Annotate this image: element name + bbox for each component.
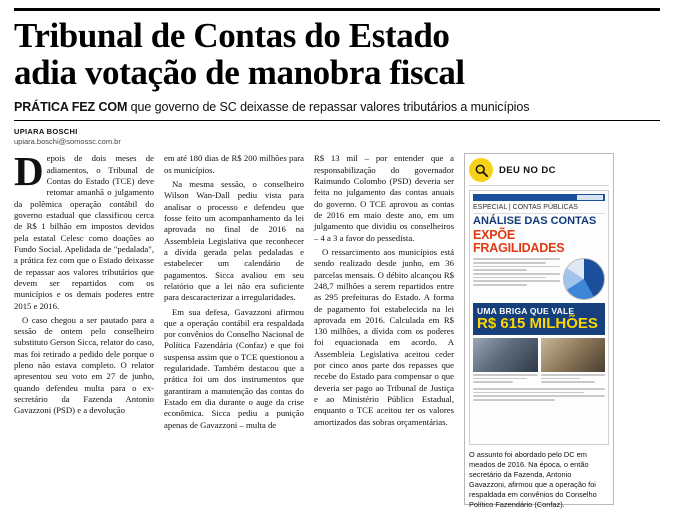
paragraph: O caso chegou a ser pautado para a sessão de ontem pelo conselheiro substituto Gerson Sicca, relator do caso, mas foi retirado a pedido dele porque o pleno não estava completo. O relator apresentou seu voto em 27 de junho, quando defendeu multa para o ex-secretário da Fazenda Antonio Gavazzoni (PSD) e a devolução [14, 314, 154, 416]
sidebar-caption: O assunto foi abordado pelo DC em meados de 2016. Na época, o então secretário da Fazenda, Antonio Gavazzoni, afirmou que a operação foi respaldada em convênios do Conselho Político Fazendário (Confaz). [469, 450, 597, 510]
headline-line-2: adia votação de manobra fiscal [14, 53, 465, 93]
sidebar-header [469, 158, 609, 186]
paragraph: Em sua defesa, Gavazzoni afirmou que a operação contábil era respaldada por convênios do Conselho Nacional de Política Fazendária (Confaz) e que foi suspensa assim que o TCE questionou a regularidade. Também destacou que a prática foi um dos instrumentos que garantiram a manutenção das contas do Estado em dia durante o auge da crise econômica. Sicca pediu a punição apenas de Gavazzoni – multa de [164, 306, 304, 430]
clipping-highlight-band [473, 303, 605, 335]
clipping-band-line-1: UMA BRIGA QUE VALE [477, 306, 575, 317]
clipping-headline-1: ANÁLISE DAS CONTAS [473, 215, 597, 228]
clipping-photo [473, 338, 538, 372]
article-columns [14, 148, 660, 510]
clipping-cell [473, 338, 538, 385]
newspaper-clipping-thumbnail [469, 190, 609, 445]
page-title [14, 17, 660, 91]
byline-email[interactable]: upiara.boschi@somossc.com.br [14, 137, 121, 147]
byline-author: UPIARA BOSCHI [14, 127, 78, 137]
byline [14, 127, 660, 147]
paragraph [14, 148, 154, 311]
subheadline-rule [14, 120, 660, 121]
clipping-kicker: ESPECIAL | CONTAS PÚBLICAS [473, 204, 605, 214]
clipping-band-line-2: R$ 615 MILHÕES [477, 315, 598, 333]
drop-cap: D [14, 148, 44, 195]
sidebar-badge-label: DEU NO DC [499, 164, 556, 176]
paragraph-text: epois de dois meses de adiamentos, o Tribunal de Contas do Estado (TCE) deve retomar amanhã o julgamento da polêmica operação contábil do governo estadual que classificou cerca de R$ 1 bilhão em impostos devidos pela estatal Celesc como doações ao Fundo Social. Apelidada de "pedalada", a prática fez com que o Estado deixasse de repassar aos valores tributários que devem ser repartidos com os municípios e os demais poderes entre 2015 e 2016. [14, 153, 154, 311]
search-icon [469, 158, 493, 182]
top-rule [14, 8, 660, 11]
clipping-body [473, 258, 605, 300]
clipping-headline-2: EXPÕE FRAGILIDADES [473, 227, 565, 256]
paragraph: R$ 13 mil – por entender que a responsabilização do governador Raimundo Colombo (PSD) deveria ser feita no julgamento das contas anuais do governo. O TCE aprovou as contas de 2016 em maio deste ano, em um julgamento que dividiu os conselheiros – 4 a 3 a favor do pessedista. [314, 153, 454, 243]
clipping-pie-chart [563, 258, 605, 300]
clipping-cell [541, 338, 606, 385]
subheadline-lead: PRÁTICA FEZ COM [14, 100, 128, 115]
paragraph: em até 180 dias de R$ 200 milhões para os municípios. [164, 153, 304, 175]
clipping-footer-lines [473, 388, 605, 401]
subheadline [14, 100, 660, 114]
paragraph: Na mesma sessão, o conselheiro Wilson Wan-Dall pediu vista para analisar o processo e defendeu que fosse feito um acompanhamento da lei aprovada no final de 2016 na Assembleia Legislativa que reconhecer a dívida gerada pelas pedaladas e estabelecer um calendário de pagamentos. Sicca avaliou em seu relatório que a lei não era suficiente para descaracterizar a irregularidades. [164, 179, 304, 303]
article-column-3 [314, 153, 454, 505]
paragraph: O ressarcimento aos municípios está sendo realizado desde junho, em 36 parcelas mensais. O débito alcançou R$ 248,7 milhões a serem repartidos entre as 295 prefeituras do Estado. A forma de pagamento foi estabelecida na lei aprovada em 2016. Calculada em R$ 130 milhões, a dívida com os poderes foi equacionada em acordo. A Assembleia Legislativa aceitou ceder por cinco anos parte dos repasses que recebe do Estado para compensar o que deveria ser pago ao Tribunal de Justiça e ao Ministério Público Estadual, enquanto o TCE aceitou ter os valores amortizados das sobras orçamentárias. [314, 246, 454, 427]
article-column-1 [14, 148, 154, 505]
headline-line-1: Tribunal de Contas do Estado [14, 16, 450, 55]
clipping-text-lines [473, 258, 560, 300]
subheadline-rest: que governo de SC deixasse de repassar valores tributários a municípios [127, 100, 530, 115]
sidebar-clipping-box [464, 153, 614, 510]
article-column-2 [164, 153, 304, 505]
clipping-masthead-bar [473, 194, 605, 201]
clipping-photo [541, 338, 606, 372]
clipping-photo-grid [473, 338, 605, 385]
